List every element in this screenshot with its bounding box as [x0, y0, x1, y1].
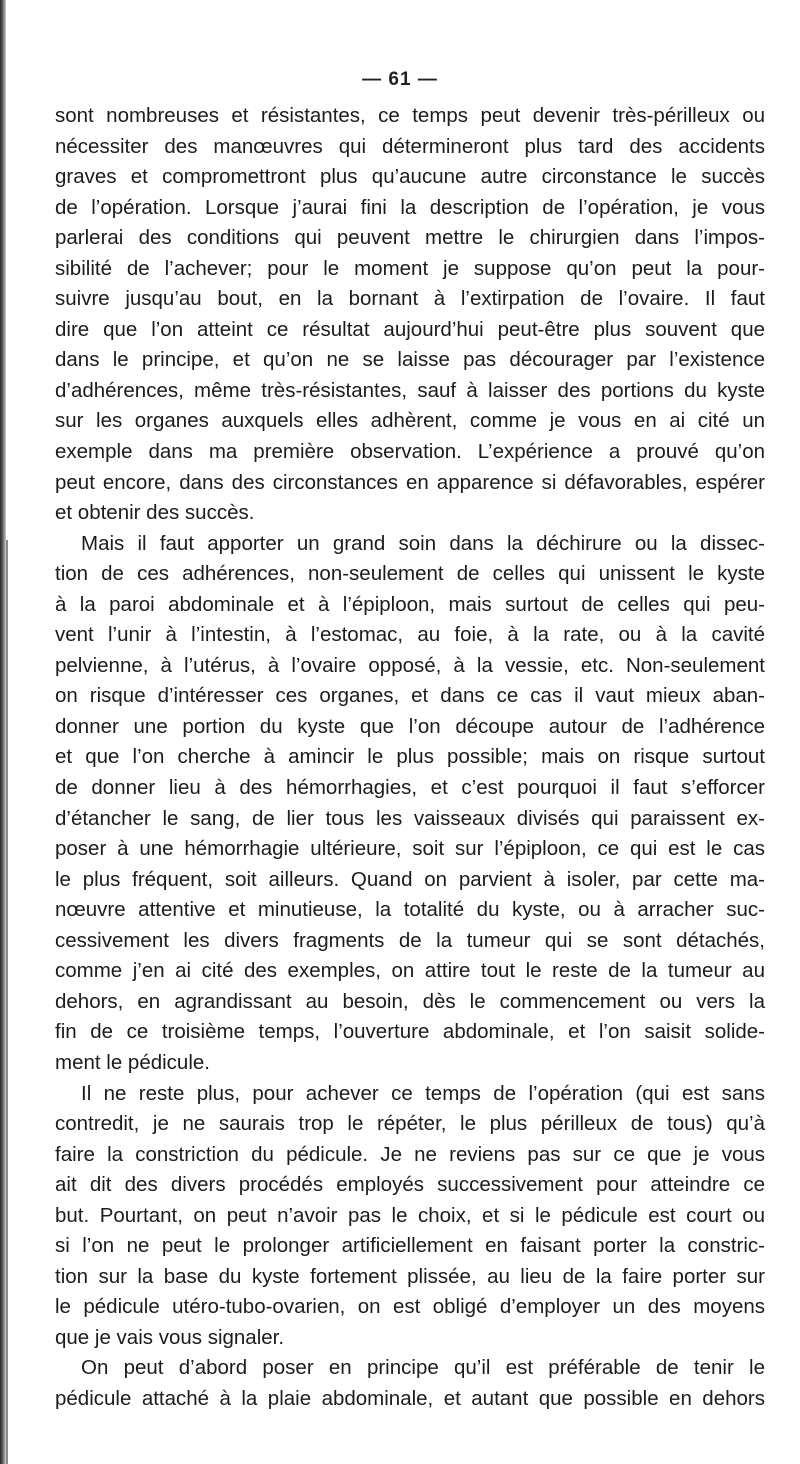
- text-line: comme j’en ai cité des exemples, on attire tout le reste de la tumeur au: [55, 959, 765, 983]
- paragraph-end-line: que je vais vous signaler.: [55, 1325, 285, 1349]
- text-line: pédicule attaché à la plaie abdominale, et autant que possible en dehors: [55, 1386, 765, 1410]
- text-line: le pédicule utéro-tubo-ovarien, on est obligé d’employer un des moyens: [55, 1295, 765, 1319]
- paragraph-start-line: Il ne reste plus, pour achever ce temps de l’opération (qui est sans: [81, 1081, 765, 1105]
- text-line: dans le principe, et qu’on ne se laisse pas décourager par l’existence: [55, 348, 765, 372]
- page-margin-line: [6, 540, 8, 1464]
- text-line: graves et compromettront plus qu’aucune autre circonstance le succès: [55, 165, 765, 189]
- text-line: cessivement les divers fragments de la tumeur qui se sont détachés,: [55, 928, 765, 952]
- text-line: ait dit des divers procédés employés successivement pour atteindre ce: [55, 1173, 765, 1197]
- text-line: parlerai des conditions qui peuvent mettre le chirurgien dans l’impos-: [55, 226, 765, 250]
- text-line: poser à une hémorrhagie ultérieure, soit sur l’épiploon, ce qui est le cas: [55, 837, 765, 861]
- text-line: tion de ces adhérences, non-seulement de celles qui unissent le kyste: [55, 562, 765, 586]
- text-line: exemple dans ma première observation. L’expérience a prouvé qu’on: [55, 440, 765, 464]
- page-number: — 61 —: [362, 69, 438, 90]
- paragraph-end-line: ment le pédicule.: [55, 1050, 210, 1074]
- text-line: pelvienne, à l’utérus, à l’ovaire opposé, à la vessie, etc. Non-seulement: [55, 653, 765, 677]
- text-line: d’étancher le sang, de lier tous les vaisseaux divisés qui paraissent ex-: [55, 806, 765, 830]
- paragraph-start-line: On peut d’abord poser en principe qu’il est préférable de tenir le: [81, 1356, 765, 1380]
- text-line: si l’on ne peut le prolonger artificiellement en faisant porter la constric-: [55, 1234, 765, 1258]
- text-line: fin de ce troisième temps, l’ouverture abdominale, et l’on saisit solide-: [55, 1020, 765, 1044]
- text-line: de l’opération. Lorsque j’aurai fini la description de l’opération, je vous: [55, 195, 765, 219]
- text-line: tion sur la base du kyste fortement plissée, au lieu de la faire porter sur: [55, 1264, 765, 1288]
- text-line: d’adhérences, même très-résistantes, sauf à laisser des portions du kyste: [55, 378, 765, 402]
- text-line: et que l’on cherche à amincir le plus possible; mais on risque surtout: [55, 745, 765, 769]
- paragraph-end-line: et obtenir des succès.: [55, 501, 255, 525]
- text-line: suivre jusqu’au bout, en la bornant à l’extirpation de l’ovaire. Il faut: [55, 287, 765, 311]
- text-line: dire que l’on atteint ce résultat aujourd’hui peut-être plus souvent que: [55, 317, 765, 341]
- text-line: vent l’unir à l’intestin, à l’estomac, au foie, à la rate, ou à la cavité: [55, 623, 765, 647]
- text-line: donner une portion du kyste que l’on découpe autour de l’adhérence: [55, 714, 765, 738]
- text-line: dehors, en agrandissant au besoin, dès le commencement ou vers la: [55, 989, 765, 1013]
- text-line: nœuvre attentive et minutieuse, la totalité du kyste, ou à arracher suc-: [55, 898, 765, 922]
- text-line: sont nombreuses et résistantes, ce temps peut devenir très-périlleux ou: [55, 104, 765, 127]
- text-line: nécessiter des manœuvres qui détermineront plus tard des accidents: [55, 134, 765, 158]
- text-line: sur les organes auxquels elles adhèrent, comme je vous en ai cité un: [55, 409, 765, 433]
- text-line: sibilité de l’achever; pour le moment je suppose qu’on peut la pour-: [55, 256, 765, 280]
- paragraph-start-line: Mais il faut apporter un grand soin dans la déchirure ou la dissec-: [81, 531, 765, 555]
- text-line: à la paroi abdominale et à l’épiploon, mais surtout de celles qui peu-: [55, 592, 765, 616]
- text-line: de donner lieu à des hémorrhagies, et c’est pourquoi il faut s’efforcer: [55, 776, 765, 800]
- text-line: faire la constriction du pédicule. Je ne reviens pas sur ce que je vous: [55, 1142, 765, 1166]
- text-line: le plus fréquent, soit ailleurs. Quand on parvient à isoler, par cette ma-: [55, 867, 765, 891]
- text-line: on risque d’intéresser ces organes, et dans ce cas il vaut mieux aban-: [55, 684, 765, 708]
- text-line: peut encore, dans des circonstances en apparence si défavorables, espérer: [55, 470, 765, 494]
- text-line: contredit, je ne saurais trop le répéter, le plus périlleux de tous) qu’à: [55, 1112, 765, 1136]
- body-text: [55, 101, 765, 1415]
- text-line: but. Pourtant, on peut n’avoir pas le choix, et si le pédicule est court ou: [55, 1203, 765, 1227]
